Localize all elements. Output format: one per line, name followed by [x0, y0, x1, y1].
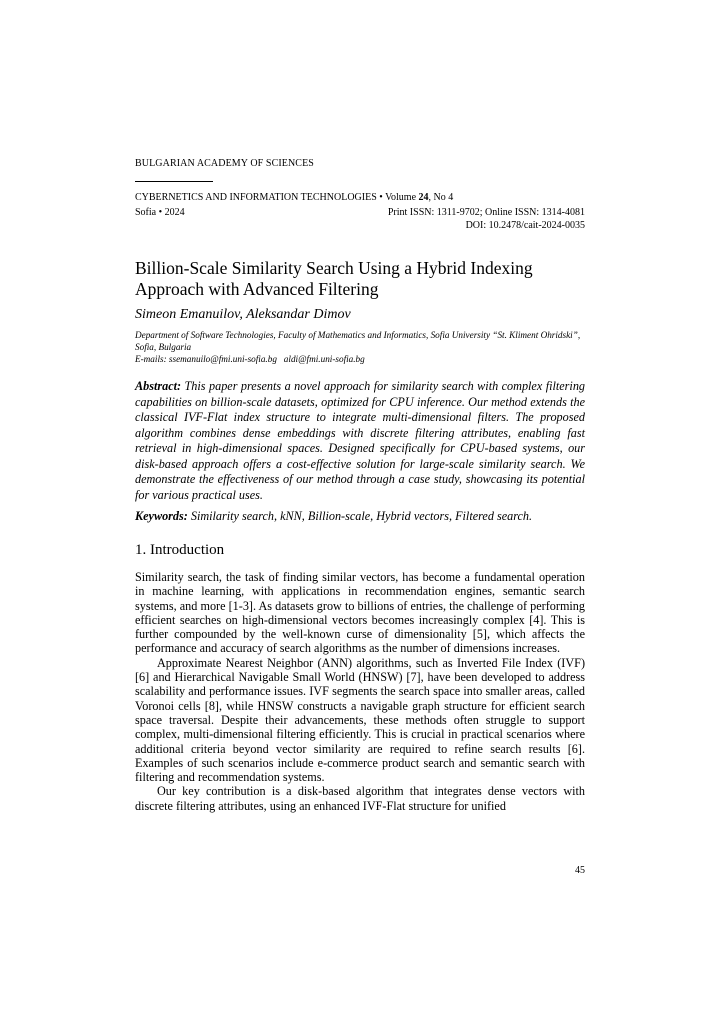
doi: DOI: 10.2478/cait-2024-0035 — [465, 220, 585, 231]
section-heading: 1. Introduction — [135, 542, 225, 558]
keywords-text: Similarity search, kNN, Billion-scale, Hybrid vectors, Filtered search. — [190, 509, 533, 523]
place-issn-line — [135, 207, 585, 218]
abstract — [135, 379, 585, 503]
keywords-colon: : — [183, 509, 191, 523]
journal-suffix: , No 4 — [428, 192, 454, 203]
introduction-body — [135, 570, 585, 813]
place-year: Sofia • 2024 — [135, 207, 185, 218]
keywords — [135, 509, 585, 524]
affiliation: Department of Software Technologies, Faculty of Mathematics and Informatics, Sofia University “St. Kliment Ohridski”, Sofia, Bulgaria — [135, 330, 581, 352]
abstract-colon: : — [176, 379, 185, 393]
academy-name: BULGARIAN ACADEMY OF SCIENCES — [135, 158, 314, 169]
paragraph: Similarity search, the task of finding similar vectors, has become a fundamental operation in machine learning, with applications in recommendation engines, semantic search systems, and more [1-3]. As datasets grow to billions of entries, the challenge of performing efficient searches on high-dimensional vectors becomes increasingly complex [4]. This is further compounded by the well-known curse of dimensionality [5], which affects the performance and accuracy of search algorithms as the number of dimensions increases. — [135, 570, 585, 656]
emails: E-mails: ssemanuilo@fmi.uni-sofia.bg aldi@fmi.uni-sofia.bg — [135, 354, 365, 364]
journal-line — [135, 192, 453, 203]
page-number: 45 — [575, 865, 585, 876]
paragraph: Approximate Nearest Neighbor (ANN) algorithms, such as Inverted File Index (IVF) [6] and Hierarchical Navigable Small World (HNSW) [7], have been developed to address scalability and performance issues. IVF segments the search space into smaller areas, called Voronoi cells [8], while HNSW constructs a navigable graph structure for efficient search space traversal. Despite their advancements, these methods often struggle to support complex, multi-dimensional filtering efficiently. This is crucial in practical scenarios where additional criteria beyond vector similarity are required to refine search results [6]. Examples of such scenarios include e-commerce product search and semantic search with filtering and recommendation systems. — [135, 655, 585, 785]
journal-prefix: CYBERNETICS AND INFORMATION TECHNOLOGIES • Volume — [135, 192, 419, 203]
abstract-label: Abstract — [135, 379, 177, 393]
journal-volume: 24 — [418, 192, 429, 203]
header-rule — [135, 181, 213, 182]
paragraph: Our key contribution is a disk-based algorithm that integrates dense vectors with discrete filtering attributes, using an enhanced IVF-Flat structure for unified — [135, 784, 585, 813]
keywords-label: Keywords — [135, 509, 184, 523]
paper-authors: Simeon Emanuilov, Aleksandar Dimov — [135, 307, 351, 322]
affiliation-block — [135, 329, 585, 365]
paper-title: Billion-Scale Similarity Search Using a Hybrid Indexing Approach with Advanced Filtering — [135, 258, 533, 299]
abstract-text: This paper presents a novel approach for similarity search with complex filtering capabilities on billion-scale datasets, optimized for CPU inference. Our method extends the classical IVF-Flat index structure to integrate multi-dimensional filters. The proposed algorithm combines dense embeddings with discrete filtering attributes, enabling fast retrieval in high-dimensional spaces. Designed specifically for CPU-based systems, our disk-based approach offers a cost-effective solution for large-scale similarity search. We demonstrate the effectiveness of our method through a case study, showcasing its potential for various practical uses. — [135, 379, 586, 502]
issn: Print ISSN: 1311-9702; Online ISSN: 1314-4081 — [387, 207, 585, 218]
